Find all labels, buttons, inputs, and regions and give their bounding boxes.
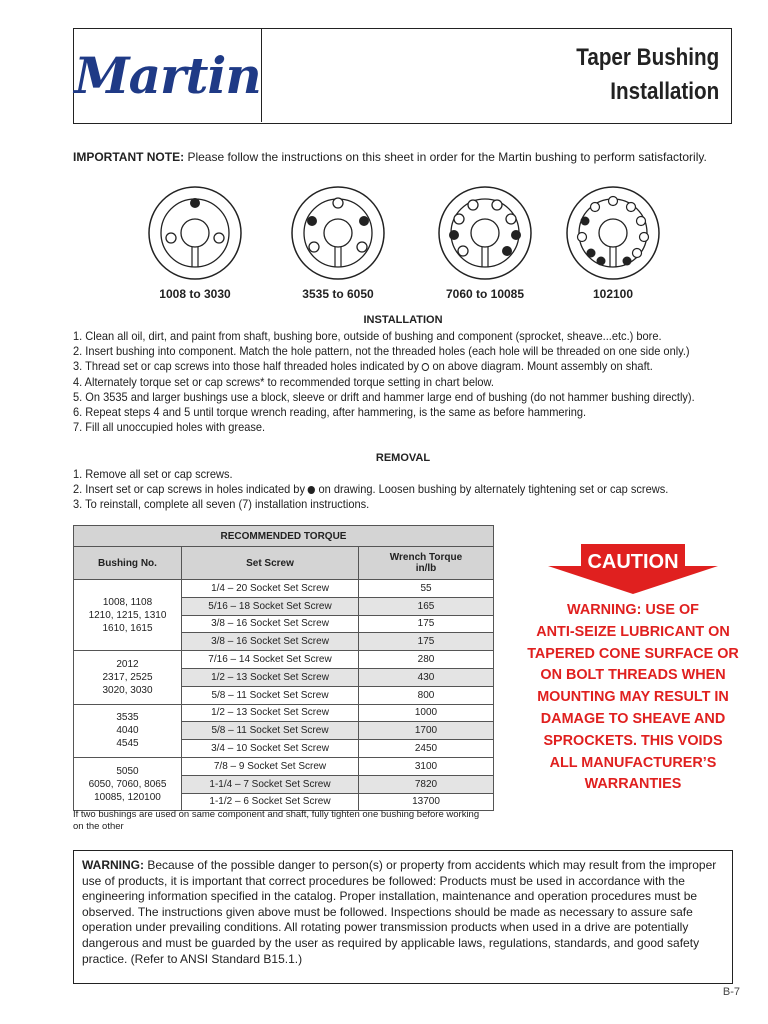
bushing-size: 1610, 1615	[102, 622, 153, 634]
step-num: 4.	[73, 374, 83, 389]
bushing-size: 6050, 7060, 8065	[88, 778, 167, 790]
install-step-1	[73, 329, 699, 344]
caution-line: DAMAGE TO SHEAVE AND	[540, 710, 726, 727]
step-num: 7.	[73, 420, 83, 435]
torque-cell: 800	[359, 686, 494, 704]
bushing-diagram-icon	[147, 185, 243, 281]
step-num: 6.	[73, 405, 83, 420]
set-screw-cell: 5/8 – 11 Socket Set Screw	[182, 722, 359, 740]
important-note	[73, 150, 753, 164]
note-label: IMPORTANT NOTE:	[73, 150, 185, 164]
set-screw-cell: 1-1/4 – 7 Socket Set Screw	[182, 775, 359, 793]
step-text: Alternately torque set or cap screws* to recommended torque setting in chart below.	[84, 374, 494, 389]
caution-warning-text	[523, 600, 743, 796]
bushing-size: 10085, 120100	[94, 791, 161, 803]
set-screw-cell: 5/8 – 11 Socket Set Screw	[182, 686, 359, 704]
removal-title: REMOVAL	[375, 452, 431, 464]
step-num: 5.	[73, 389, 83, 404]
set-screw-cell: 3/4 – 10 Socket Set Screw	[182, 740, 359, 758]
install-step-6	[73, 405, 699, 420]
table-title: RECOMMENDED TORQUE	[74, 526, 494, 547]
torque-cell: 1700	[359, 722, 494, 740]
install-step-5	[73, 390, 699, 405]
open-circle-icon	[422, 363, 429, 371]
step-num: 3.	[73, 359, 83, 374]
diagram-label: 7060 to 10085	[445, 287, 525, 301]
torque-cell: 165	[359, 597, 494, 615]
header-torque	[359, 547, 494, 580]
header-screw: Set Screw	[182, 547, 359, 580]
table-row	[74, 651, 494, 669]
step-num: 3.	[73, 497, 83, 512]
step-text: Insert set or cap screws in holes indicated by	[85, 482, 305, 497]
step-num: 1.	[73, 329, 83, 343]
caution-line: MOUNTING MAY RESULT IN	[537, 689, 729, 706]
step-num: 2.	[73, 482, 83, 497]
set-screw-cell: 7/8 – 9 Socket Set Screw	[182, 757, 359, 775]
bushing-sizes-cell	[74, 651, 182, 704]
table-footnote: If two bushings are used on same component and shaft, fully tighten one bushing before working on the other	[73, 809, 480, 832]
set-screw-cell: 1/4 – 20 Socket Set Screw	[182, 580, 359, 598]
installation-steps	[73, 329, 753, 435]
table-row	[74, 757, 494, 775]
set-screw-cell: 1-1/2 – 6 Socket Set Screw	[182, 793, 359, 811]
bushing-diagram-icon	[565, 185, 661, 281]
torque-cell: 430	[359, 668, 494, 686]
page-number: B-7	[722, 986, 740, 998]
warning-box	[73, 850, 733, 984]
diagram-7060-10085	[430, 185, 540, 301]
torque-cell: 13700	[359, 793, 494, 811]
torque-cell: 2450	[359, 740, 494, 758]
note-text: Please follow the instructions on this sheet in order for the Martin bushing to perform satisfactorily.	[184, 150, 707, 164]
caution-line: ALL MANUFACTURER’S	[549, 754, 717, 771]
bushing-diagram-icon	[437, 185, 533, 281]
table-row	[74, 580, 494, 598]
caution-line: WARRANTIES	[584, 776, 682, 793]
diagram-102100	[558, 185, 668, 301]
caution-line: TAPERED CONE SURFACE OR	[527, 645, 739, 662]
set-screw-cell: 1/2 – 13 Socket Set Screw	[182, 704, 359, 722]
bushing-sizes-cell	[74, 704, 182, 757]
bushing-size: 1008, 1108	[102, 596, 153, 608]
title-line-2: Installation	[610, 78, 719, 105]
torque-body	[74, 580, 494, 811]
step-text: Remove all set or cap screws.	[85, 467, 233, 481]
warning-label: WARNING:	[82, 858, 144, 872]
caution-line: ANTI-SEIZE LUBRICANT ON	[536, 623, 730, 640]
bushing-size: 4040	[116, 725, 139, 737]
diagram-3535-6050	[283, 185, 393, 301]
step-text: on drawing. Loosen bushing by alternately tightening set or cap screws.	[318, 482, 669, 497]
removal-step-1	[73, 467, 699, 482]
bushing-diagram-icon	[290, 185, 386, 281]
header-torque-label: Wrench Torque	[389, 552, 463, 563]
table-row	[74, 704, 494, 722]
install-step-7	[73, 420, 699, 435]
set-screw-cell: 3/8 – 16 Socket Set Screw	[182, 633, 359, 651]
step-text: on above diagram. Mount assembly on shaft.	[432, 359, 653, 374]
diagram-label: 1008 to 3030	[159, 287, 231, 301]
diagram-1008-3030	[140, 185, 250, 301]
installation-title: INSTALLATION	[363, 314, 443, 326]
install-step-4	[73, 375, 699, 390]
step-text: Insert bushing into component. Match the hole pattern, not the threaded holes (each hole will be threaded on one side only.)	[85, 344, 690, 359]
bushing-sizes-cell	[74, 757, 182, 810]
removal-step-3	[73, 497, 699, 512]
bushing-size: 2012	[116, 658, 139, 670]
set-screw-cell: 1/2 – 13 Socket Set Screw	[182, 668, 359, 686]
step-text: Thread set or cap screws into those half threaded holes indicated by	[85, 359, 419, 374]
torque-cell: 3100	[359, 757, 494, 775]
bushing-size: 2317, 2525	[102, 671, 153, 683]
bushing-size: 1210, 1215, 1310	[88, 609, 167, 621]
set-screw-cell: 7/16 – 14 Socket Set Screw	[182, 651, 359, 669]
set-screw-cell: 5/16 – 18 Socket Set Screw	[182, 597, 359, 615]
bushing-size: 5050	[116, 765, 139, 777]
step-num: 1.	[73, 467, 83, 481]
page-title	[576, 41, 719, 109]
step-text: On 3535 and larger bushings use a block, sleeve or drift and hammer large end of bushing (do not hammer bushing directly).	[85, 389, 695, 404]
logo	[74, 29, 262, 122]
header-torque-unit: in/lb	[415, 563, 437, 574]
header-box	[73, 28, 732, 124]
torque-cell: 55	[359, 580, 494, 598]
step-text: To reinstall, complete all seven (7) installation instructions.	[85, 497, 370, 512]
torque-cell: 7820	[359, 775, 494, 793]
step-text: Clean all oil, dirt, and paint from shaft, bushing bore, outside of bushing and component (sprocket, sheave...etc.) bore.	[85, 329, 662, 343]
torque-table	[73, 525, 494, 811]
bushing-size: 3020, 3030	[102, 684, 153, 696]
bushing-size: 4545	[116, 738, 139, 750]
set-screw-cell: 3/8 – 16 Socket Set Screw	[182, 615, 359, 633]
step-text: Fill all unoccupied holes with grease.	[85, 420, 266, 435]
step-text: Repeat steps 4 and 5 until torque wrench reading, after hammering, is the same as before hammering.	[85, 405, 587, 420]
install-step-2	[73, 344, 699, 359]
bushing-diagrams	[130, 185, 670, 310]
caution-label: CAUTION	[587, 551, 679, 573]
step-num: 2.	[73, 344, 83, 359]
diagram-label: 3535 to 6050	[302, 287, 374, 301]
torque-cell: 175	[359, 633, 494, 651]
torque-cell: 280	[359, 651, 494, 669]
caution-line: SPROCKETS. THIS VOIDS	[543, 732, 723, 749]
filled-circle-icon	[308, 486, 315, 494]
removal-step-2	[73, 482, 699, 497]
caution-line: ON BOLT THREADS WHEN	[540, 667, 726, 684]
install-step-3	[73, 359, 699, 374]
diagram-label: 102100	[592, 287, 634, 301]
logo-text: Martin	[74, 46, 261, 105]
header-bushing: Bushing No.	[74, 547, 182, 580]
bushing-sizes-cell	[74, 580, 182, 651]
torque-cell: 175	[359, 615, 494, 633]
torque-cell: 1000	[359, 704, 494, 722]
warning-text: Because of the possible danger to person(s) or property from accidents which may result from the improper use of products, it is important that correct procedures be followed: Products must be used in accordance with the engineering information specified in the catalog. Proper installation, maintenance and operation procedures must be observed. The instructions given above must be followed. Inspections should be made as necessary to assure safe operation under prevailing conditions. All rotating power transmission products when used in a drive are potentially dangerous and must be guarded by the user as required by applicable laws, regulations, standards, and good safety practice. (Refer to ANSI Standard B15.1.)	[82, 858, 717, 966]
caution-line: WARNING: USE OF	[567, 602, 699, 618]
caution-arrow-icon	[548, 544, 718, 594]
title-line-1: Taper Bushing	[576, 44, 719, 71]
removal-steps	[73, 467, 753, 513]
bushing-size: 3535	[116, 712, 139, 724]
